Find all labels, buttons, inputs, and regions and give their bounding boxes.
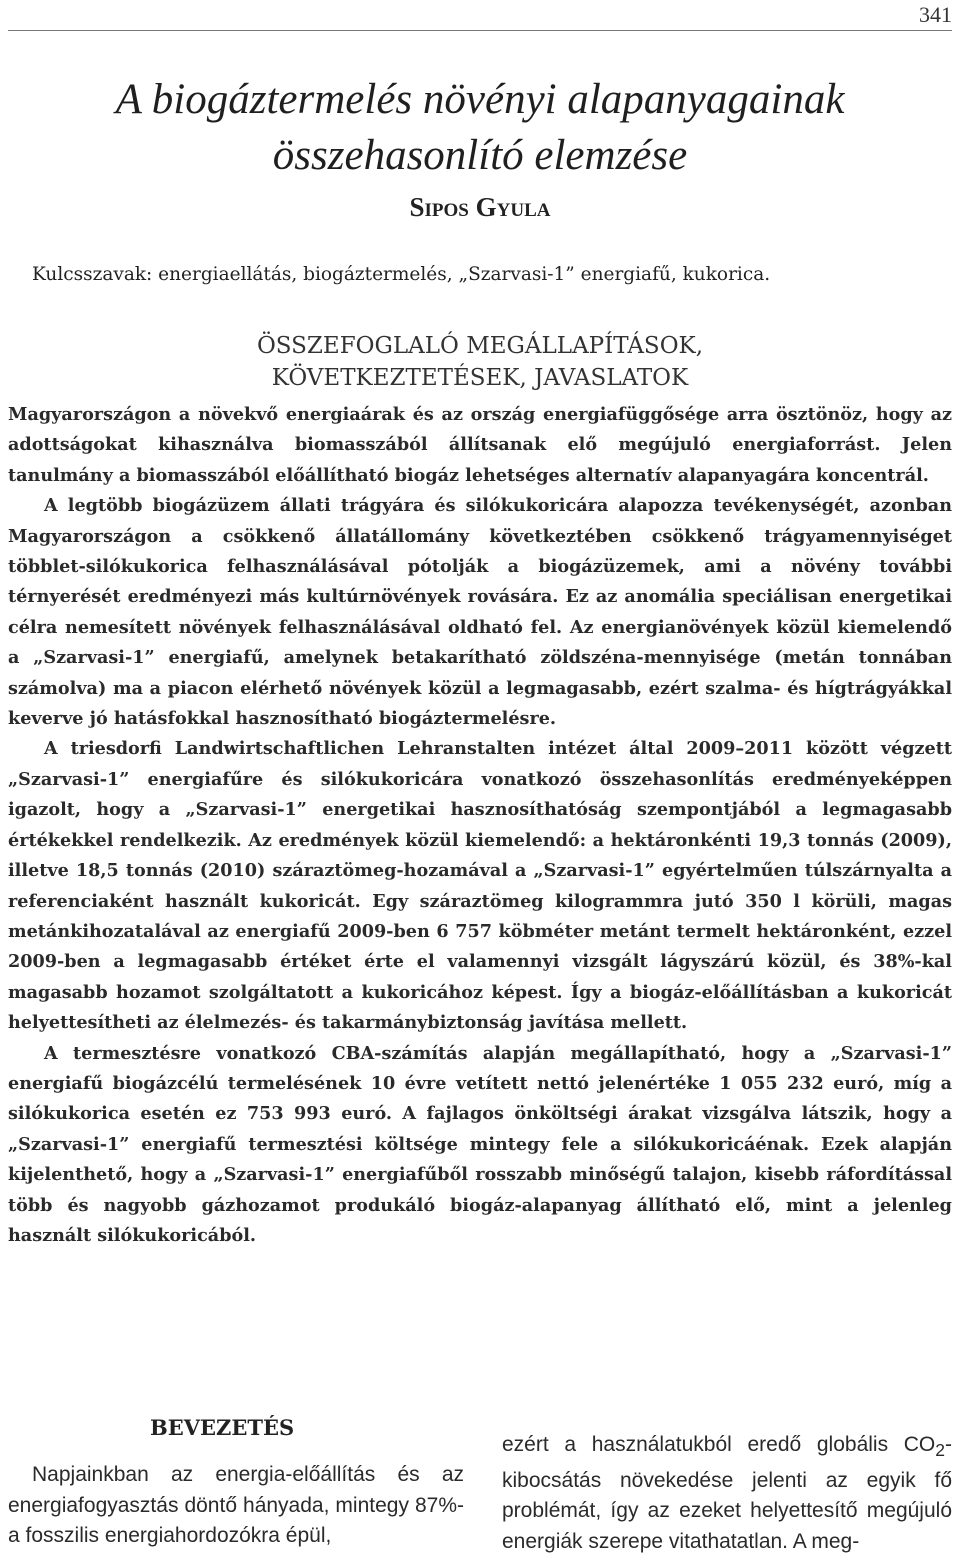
introduction-left-column — [8, 1460, 464, 1552]
right-text-rest: -kibocsátás növekedése jelenti az egyik fő problémát, így az ezeket helyettesítő megújuló energiák szerepe vitathatatlan. A meg- — [502, 1433, 952, 1553]
summary-paragraph: A legtöbb biogázüzem állati trágyára és silókukoricára alapozza tevékenységét, azonban Magyarországon a csökkenő állatállomány következtében csökkenő trágyamennyiséget többlet-silókukorica felhasználásával pótolják a biogázüzemek, ami a növény további térnyerését eredményezi más kultúrnövények rovására. Ez az anomália speciálisan energetikai célra nemesített növények felhasználásával oldható fel. Az energianövények közül kiemelendő a „Szarvasi-1” energiafű, amelynek betakarítható zöldszéna-mennyisége (metán tonnában számolva) ma a piacon elérhető növények közül a legmagasabb, ezért szalma- és hígtrágyákkal keverve jó hatásfokkal hasznosítható biogáztermelésre. — [8, 495, 952, 730]
summary-heading-line-1: ÖSSZEFOGLALÓ MEGÁLLAPÍTÁSOK, — [256, 333, 704, 359]
header-rule — [8, 30, 952, 31]
title-line-2: összehasonlító elemzése — [272, 132, 688, 179]
summary-paragraph: Magyarországon a növekvő energiaárak és az ország energiafüggősége arra ösztönöz, hogy az adottságokat kihasználva biomasszából állítsanak elő megújuló energiaforrást. Jelen tanulmány a biomasszából előállítható biogáz lehetséges alternatív alapanyagára koncentrál. — [8, 404, 952, 486]
introduction-left-text: Napjainkban az energia-előállítás és az energiafogyasztás döntő hányada, mintegy 87%-a fosszilis energiahordozókra épül, — [8, 1463, 464, 1547]
summary-heading — [0, 330, 960, 394]
summary-heading-line-2: KÖVETKEZTETÉSEK, JAVASLATOK — [271, 365, 689, 391]
page-number: 341 — [919, 2, 952, 27]
right-text-start: ezért a használatukból eredő globális CO — [502, 1433, 936, 1456]
article-title — [0, 72, 960, 184]
author-name: Sipos Gyula — [409, 192, 551, 222]
introduction-heading: BEVEZETÉS — [150, 1415, 295, 1440]
keywords: Kulcsszavak: energiaellátás, biogáztermelés, „Szarvasi-1” energiafű, kukorica. — [32, 264, 771, 285]
title-line-1: A biogáztermelés növényi alapanyagainak — [115, 76, 845, 123]
summary-paragraph: A termesztésre vonatkozó CBA-számítás alapján megállapítható, hogy a „Szarvasi-1” energiafű biogázcélú termelésének 10 évre vetített nettó jelenértéke 1 055 232 euró, míg a silókukorica esetén ez 753 993 euró. A fajlagos önköltségi árakat vizsgálva látszik, hogy a „Szarvasi-1” energiafű termesztési költsége mintegy fele a silókukoricáénak. Ezek alapján kijelenthető, hogy a „Szarvasi-1” energiafűből rosszabb minőségű talajon, kisebb ráfordítással több és nagyobb gázhozamot produkáló biogáz-alapanyag állítható elő, mint a jelenleg használt silókukoricából. — [8, 1042, 952, 1246]
co2-subscript: 2 — [935, 1440, 945, 1461]
summary-body — [8, 400, 952, 1251]
introduction-right-column — [502, 1430, 952, 1557]
summary-paragraph: A triesdorfi Landwirtschaftlichen Lehranstalten intézet által 2009–2011 között végzett „Szarvasi-1” energiafűre és silókukoricára vonatkozó összehasonlítás eredményeképpen igazolt, hogy a „Szarvasi-1” energetikai hasznosíthatóság szempontjából a legmagasabb értékekkel rendelkezik. Az eredmények közül kiemelendő: a hektáronkénti 19,3 tonnás (2009), illetve 18,5 tonnás (2010) száraztömeg-hozamával a „Szarvasi-1” egyértelműen túlszárnyalta a referenciaként használt kukoricát. Egy száraztömeg kilogrammra jutó 350 l körüli, magas metánkihozatalával az energiafű 2009-ben 6 757 köbméter metánt termelt hektáronként, ezzel 2009-ben a legmagasabb értéket érte el valamennyi vizsgált lágyszárú közül, és 38%-kal magasabb hozamot szolgáltatott a kukoricához képest. Így a biogáz-előállításban a kukoricát helyettesítheti az élelmezés- és takarmánybiztonság javítása mellett. — [8, 738, 952, 1034]
introduction-right-text — [502, 1430, 952, 1557]
